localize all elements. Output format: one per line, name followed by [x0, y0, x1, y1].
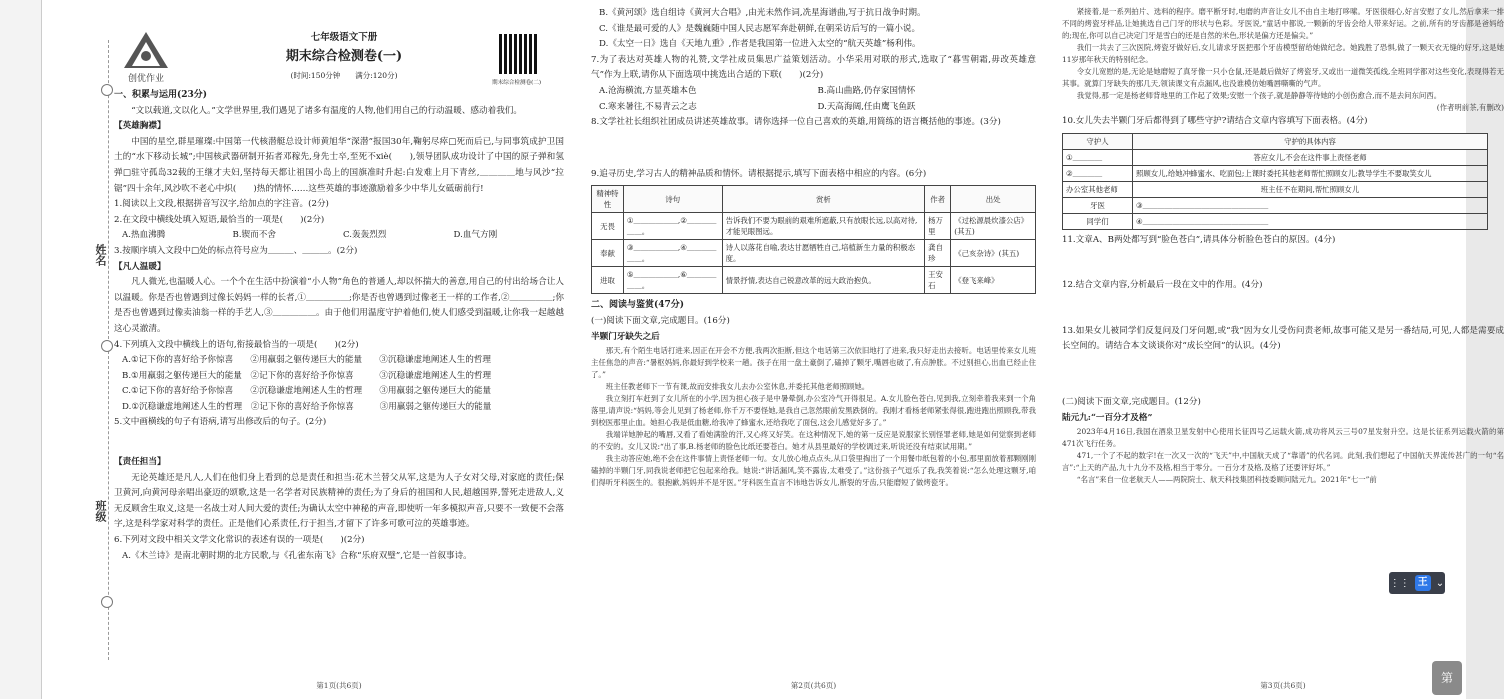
corner-badge[interactable]: 第 — [1432, 661, 1462, 695]
answer-blank[interactable]: ④＿＿＿＿＿＿＿＿＿＿＿＿＿＿＿＿＿ — [1133, 213, 1488, 229]
option[interactable]: C.轰轰烈烈 — [343, 230, 387, 241]
answer-blank[interactable]: ⑤＿＿＿＿＿＿,⑥＿＿＿＿＿＿。 — [623, 267, 722, 294]
answer-blank[interactable]: ③＿＿＿＿＿＿＿＿＿＿＿＿＿＿＿＿＿ — [1133, 197, 1488, 213]
table-header: 精神特性 — [592, 186, 624, 213]
question: (一)阅读下面文章,完成题目。(16分) — [591, 315, 730, 326]
question: 13.如果女儿被同学们反复问及门牙问题,或“我”因为女儿受伤问责老师,故事可能又是另一番结局,可见,人都是需要成长空间的。请结合本文谈谈你对“成长空间”的认识。(4分) — [1062, 325, 1504, 352]
answer-blank[interactable]: ②＿＿＿＿ — [1063, 165, 1133, 181]
answer-blank[interactable]: ①＿＿＿＿＿＿,②＿＿＿＿＿＿。 — [623, 213, 722, 240]
subsection-title: 【英雄胸襟】 — [114, 121, 166, 132]
page-footer: 第1页(共6页) — [316, 681, 362, 691]
grade-title: 七年级语文下册 — [310, 32, 378, 43]
table-row: 同学们 ④＿＿＿＿＿＿＿＿＿＿＿＿＿＿＿＿＿ — [1063, 213, 1488, 229]
column-page-1 — [114, 6, 564, 696]
option[interactable]: D.天高海阔,任由鹰飞鱼跃 — [817, 101, 916, 112]
page-footer: 第2页(共6页) — [790, 681, 837, 691]
viewer-left-margin — [0, 0, 42, 699]
option[interactable]: B.锲而不舍 — [232, 230, 276, 241]
table-header: 守护的具体内容 — [1133, 133, 1488, 149]
subsection-title: 【责任担当】 — [114, 457, 166, 468]
exam-header — [114, 6, 564, 88]
option[interactable]: C.①记下你的喜好给予你惊喜 ②沉稳谦虚地阐述人生的哲理 ③用羸弱之躯传递巨大的能量 — [122, 386, 492, 397]
table-header: 守护人 — [1063, 133, 1133, 149]
option[interactable]: A.热血沸腾 — [122, 230, 166, 241]
exam-meta: (时间:150分钟 满分:120分) — [290, 71, 398, 81]
options-list — [114, 353, 564, 415]
section-heading: 一、积累与运用(23分) — [114, 90, 208, 100]
article-body: 紧接着,是一系列拍片、选料的程序。磨平断牙时,电磨的声音让女儿不由自主地打哆嗦。牙医很细心,好言安慰了女儿,然后拿来一排不同的烤瓷牙样品,让她挑选自己门牙的形状与色彩。牙医说,“童话中都说,一颗新的牙齿会给人带来好运。之前,所有的牙齿都是爸妈给的;现在,你可以自己决定门牙是雪白的还是自然的米色,形状是偏方还是偏尖。” 我们一共去了三次医院,烤瓷牙做好后,女儿请求牙医把那个牙齿模型留给她做纪念。她践胜了恐惧,做了一颗天衣无缝的好牙,这是她11岁那年秋天的特别纪念。 令女儿宽慰的是,无论是她磨短了真牙像一只小仓鼠,还是最后做好了烤瓷牙,又或出一道微笑孤线,全班同学都对这些变化,表现得若无其事。就算门牙缺失的那几天,领读课文有点漏风,也没谁模仿她嘴唇嘶嘶的气声。 我觉得,那一定是杨老师背地里的工作起了效果;安慰一个孩子,就是静静等待她的小创伤愈合,而不是去问东问西。 (作者明前茶,有删改) — [1062, 7, 1504, 112]
question: 7.为了表达对英雄人物的礼赞,文学社成员集思广益策划活动。小华采用对联的形式,选取了“暮雪朝霜,毋改英雄意气”作为上联,请你从下面选项中挑选出合适的下联( )(2分) — [591, 54, 1036, 81]
table-row: 无畏 ①＿＿＿＿＿＿,②＿＿＿＿＿＿。 告诉我们不要为眼前的艰难所遮蔽,只有放眼长远,以高对待,才能见眼图远。 杨万里 《过松源晨炊漆公店》(其五) — [592, 213, 1036, 240]
table-header: 赏析 — [722, 186, 925, 213]
article-title: 半颗门牙缺失之后 — [591, 331, 660, 342]
exam-title: 期末综合检测卷(一) — [285, 48, 403, 64]
option[interactable]: A.沧海横流,方显英雄本色 — [599, 85, 697, 96]
article-title: 陆元九:“一百分才及格” — [1062, 412, 1153, 423]
paragraph: 中国的星空,群星璀璨:中国第一代核潜艇总设计师黄旭华“深潜”报国30年,鞠躬尽瘁□死而后已,与同事筑成护卫国土的“水下移动长城”;中国核武器研制开拓者邓稼先,身先士卒,至死不xiè( ),领导团队成功设计了中国的原子弹和氢弹□驻守孤岛32载的王继才夫妇,坚持每天都让祖国小岛上的国旗准时升起:白发难上月下青丝,＿＿＿＿地与风沙“拉锯”四十余年,风沙吹不老心中炽( )热的情怀……这些英雄的事迹激励着多少中华儿女砥砺前行! — [114, 136, 564, 194]
paragraph: 无论英雄还是凡人,人们在他们身上看到的总是责任和担当:花木兰替父从军,这是为人子女对父母,对家庭的责任;保卫黄河,向黄河母亲唱出豪迈的颂歌,这是一名学者对民族精神的责任;为了身后的祖国和人民,超越国界,誓死走进敌人,义无反顾舍生取义,这是一名战士对人间大爱的责任;为确认太空中神秘的声音,即使听一年多模拟声音,只要不一致便不会落字,这是科学家对科学的责任。正是他们心系责任,行于担当,才留下了许多可歌可泣的英雄事迹。 — [114, 472, 564, 530]
paragraph: 凡人微光,也温暖人心。一个个在生活中扮演着“小人物”角色的普通人,却以怀揣大的善意,用自己的付出给场合让人以温暖。你是否也曾遇到过像长妈妈一样的长者,①＿＿＿＿＿;你是否也曾遇到过像老王一样的工作者,②＿＿＿＿＿;你是否也曾遇到过像卖油翁一样的手艺人,③＿＿＿＿＿。由于他们用温度守护着他们,使人们感受到温暖,让你我一起越越这心灵澈清。 — [114, 277, 564, 334]
question: 9.追寻历史,学习古人的精神品质和情怀。请根据提示,填写下面表格中相应的内容。(6分) — [591, 168, 927, 179]
brand-name: 创优作业 — [127, 74, 165, 84]
table-row: ②＿＿＿＿ 照顾女儿,给她冲蜂蜜水、吃面包;上课时委托其他老师帮忙照顾女儿;教导学生不要取笑女儿 — [1063, 165, 1488, 181]
brand-logo-icon — [120, 30, 172, 84]
option[interactable]: A.①记下你的喜好给予你惊喜 ②用羸弱之躯传递巨大的能量 ③沉稳谦虚地阐述人生的哲理 — [122, 355, 491, 366]
option[interactable]: C.寒来暑往,不易青云之志 — [599, 101, 697, 112]
side-label-class: 班级 — [94, 500, 107, 522]
answer-blank[interactable]: ③＿＿＿＿＿＿,④＿＿＿＿＿＿。 — [623, 240, 722, 267]
option[interactable]: D.①沉稳谦虚地阐述人生的哲理 ②记下你的喜好给予你惊喜 ③用羸弱之躯传递巨大的能量 — [122, 401, 492, 412]
table-header: 诗句 — [623, 186, 722, 213]
guardian-table — [1062, 133, 1488, 230]
paragraph: “文以载道,文以化人。”文学世界里,我们遇见了诸多有温度的人物,他们用自己的行动温暖、感动着我们。 — [131, 105, 522, 116]
question: 5.文中画横线的句子有语病,请写出修改后的句子。(2分) — [114, 417, 327, 428]
question: 1.阅读以上文段,根据拼音写汉字,给加点的字注音。(2分) — [114, 199, 329, 210]
option[interactable]: D.血气方刚 — [453, 230, 498, 241]
page-footer: 第3页(共6页) — [1260, 681, 1306, 691]
table-row: 办公室其他老师 班主任不在期间,帮忙照顾女儿 — [1063, 181, 1488, 197]
question: 12.结合文章内容,分析最后一段在文中的作用。(4分) — [1062, 280, 1263, 291]
question: (二)阅读下面文章,完成题目。(12分) — [1062, 396, 1201, 407]
question: 4.下列填入文段中横线上的语句,衔接最恰当的一项是( )(2分) — [114, 339, 359, 350]
column-page-2 — [591, 6, 1036, 696]
qr-code-icon — [499, 34, 539, 74]
question: 11.文章A、B两处都写到“脸色苍白”,请具体分析脸色苍白的原因。(4分) — [1062, 234, 1336, 245]
option[interactable]: B.①用羸弱之躯传递巨大的能量 ②记下你的喜好给予你惊喜 ③沉稳谦虚地阐述人生的哲理 — [122, 370, 492, 381]
grid-icon[interactable]: ⋮⋮ — [1389, 577, 1410, 589]
table-row: 奉献 ③＿＿＿＿＿＿,④＿＿＿＿＿＿。 诗人以落花自喻,表达甘愿牺牲自己,培植新生力量的积极态度。 龚自珍 《己亥杂诗》(其五) — [592, 240, 1036, 267]
article-body: 那天,有个陌生电话打进来,因正在开会不方便,我两次拒断,但这个电话第三次依旧地打了进来,我只好走出去接听。电话里传来女儿班主任焦急的声音:“暑枢妈妈,你最好到学校来一趟。孩子在用一盘土豪倒了,磕掉了颗牙,嘴唇也破了,有点肿胀。不过别担心,出血已经止住了。” 班主任教老师下一节有课,故而安排我女儿去办公室休息,并委托其他老师照顾她。 我立刻打车赶到了女儿所在的小学,因为担心孩子是中暑晕倒,办公室冷气开得很足。A.女儿脸色苍白,见到我,立刻牵着我来到一个角落里,请声说:“妈妈,等会儿见到了杨老师,你千万不要怪她,是我自己忽然眼前发黑跌倒的。我刚才看杨老师紧张得很,跑进跑出照顾我,带我到校医那里止血。她担心我是低血糖,给我冲了蜂蜜水,还给我吃了面包,这会儿感觉好多了。” 我端详她肿起的嘴唇,又看了看她满脸的汗,又心疼又好笑。在这种情况下,她的第一反应是说服家长别怪罪老师,她是如何觉察到老师的不安的。女儿又说:“出了事,B.杨老师的脸色比纸还要苍白。她才从县里最好的学校调过来,听说还没有结束试用期。” 我主动答应她,绝不会在这件事情上责怪老师一句。女儿放心地点点头,从口袋里掏出了一个用餐巾纸包着的小包,那里面放着那颗刚刚磕掉的半颗门牙,同我说老师把它包起来给我。她说:“讲话漏风,笑不露齿,太难受了。”这份孩子气逗乐了我,我笑着说:“怎么处理这颗牙,咱们得听牙科医生的。很抱歉,妈妈并不是牙医。”牙科医生直言不讳地告诉女儿,断裂的牙齿,只能磨短了做烤瓷牙。 — [591, 346, 1036, 488]
option[interactable]: D.《太空一日》选自《天地九重》,作者是我国第一位进入太空的“航天英雄”杨利伟。 — [599, 39, 921, 50]
exam-sheet — [42, 0, 1504, 699]
poetry-table — [591, 185, 1036, 294]
section-heading: 二、阅读与鉴赏(47分) — [591, 300, 685, 311]
table-header: 出处 — [951, 186, 1036, 213]
question: 2.在文段中横线处填入短语,最恰当的一项是( )(2分) — [114, 214, 325, 225]
option[interactable]: B.《黄河颂》选自组诗《黄河大合唱》,由光未然作词,冼星海谱曲,写于抗日战争时期。 — [599, 8, 926, 18]
question: 10.女儿失去半颗门牙后都得到了哪些守护?请结合文章内容填写下面表格。(4分) — [1062, 116, 1368, 126]
answer-blank[interactable]: ①＿＿＿＿ — [1063, 149, 1133, 165]
question: 3.按顺序填入文段中□处的标点符号应为＿＿＿、＿＿＿。(2分) — [114, 245, 358, 256]
side-label-name: 姓名 — [94, 244, 107, 266]
question: 6.下列对文段中相关文学文化常识的表述有误的一项是( )(2分) — [114, 535, 365, 546]
binding-hole — [101, 340, 113, 352]
option[interactable]: C.《谁是最可爱的人》是魏巍随中国人民志愿军奔赴朝鲜,在朝采访后写的一篇小说。 — [599, 23, 921, 34]
table-row: 进取 ⑤＿＿＿＿＿＿,⑥＿＿＿＿＿＿。 情景抒情,表达自己锐意改革的远大政治抱负。 王安石 《登飞来峰》 — [592, 267, 1036, 294]
qr-caption: 期末综合检测卷(二) — [492, 80, 542, 86]
question: 8.文学社社长组织社团成员讲述英雄故事。请你选择一位自己喜欢的英雄,用简练的语言概括他的事迹。(3分) — [591, 117, 1001, 128]
table-row: 牙医 ③＿＿＿＿＿＿＿＿＿＿＿＿＿＿＿＿＿ — [1063, 197, 1488, 213]
binding-hole — [101, 596, 113, 608]
subsection-title: 【凡人温暖】 — [114, 261, 166, 272]
input-method-toolbar[interactable] — [1389, 572, 1445, 594]
article-body: 2023年4月16日,我国在酒泉卫星发射中心使用长征四号乙运载火箭,成功将风云三号07星发射升空。这是长征系列运载火箭的第471次飞行任务。 471,一个了不起的数字!在一次又一次的“飞天”中,中国航天成了“靠谱”的代名词。此刻,我们想起了中国航天界流传甚广的一句“名言”:“上天的产品,九十九分不及格,相当于零分。一百分才及格,及格了还要评好坏。” “名言”来自一位老航天人——两院院士、航天科技集团科技委顾问陆元九。2021年“七一”前 — [1062, 427, 1504, 485]
options-row — [114, 228, 564, 244]
options-row — [591, 84, 1036, 100]
table-header: 作者 — [925, 186, 951, 213]
option[interactable]: A.《木兰诗》是南北朝时期的北方民歌,与《孔雀东南飞》合称“乐府双璧”,它是一首叙事诗。 — [122, 550, 472, 561]
table-row: ①＿＿＿＿ 答应女儿,不会在这件事上责怪老师 — [1063, 149, 1488, 165]
ime-icon[interactable]: 王 — [1415, 575, 1431, 591]
binding-hole — [101, 84, 113, 96]
chevron-down-icon[interactable]: ⌄ — [1435, 577, 1445, 589]
options-row — [591, 100, 1036, 116]
option[interactable]: B.高山曲路,仍存家国情怀 — [817, 85, 916, 96]
